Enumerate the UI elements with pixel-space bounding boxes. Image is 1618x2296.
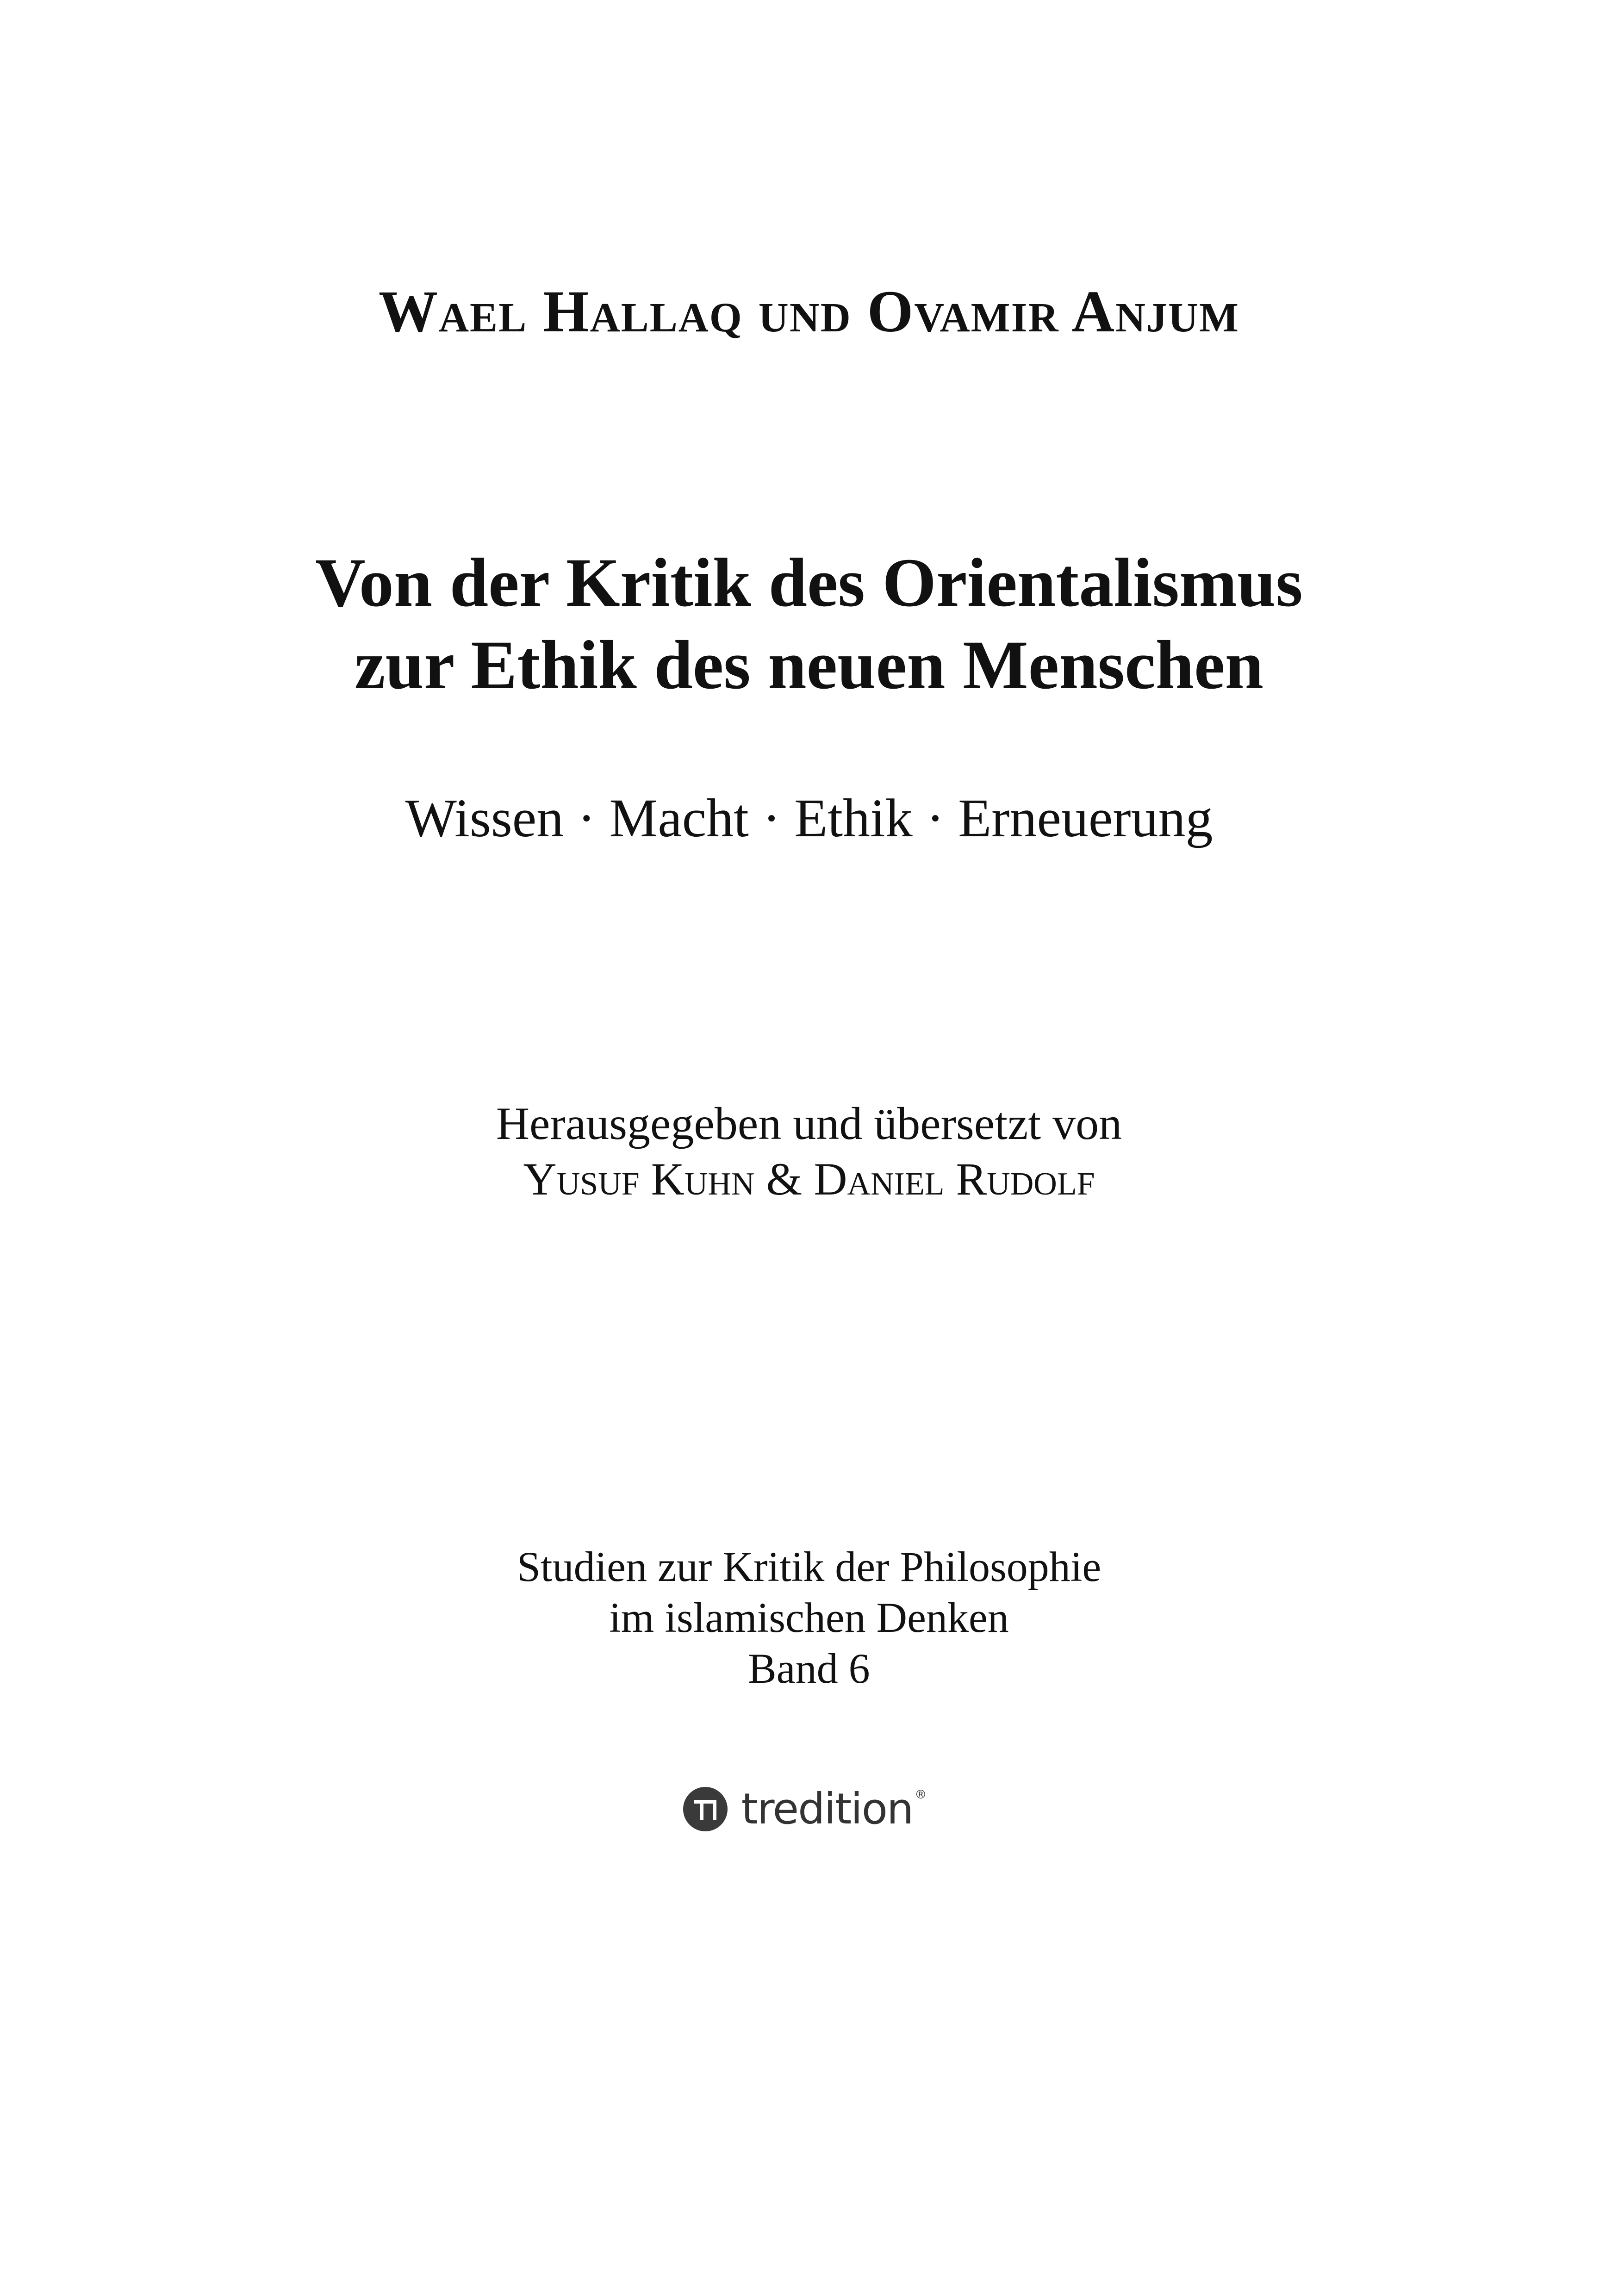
series-title-line-1: Studien zur Kritik der Philosophie bbox=[517, 1543, 1101, 1590]
publisher-name: tredition bbox=[741, 1784, 913, 1834]
subtitle: Wissen · Macht · Ethik · Erneuerung bbox=[405, 788, 1213, 848]
series-volume: Band 6 bbox=[748, 1645, 870, 1692]
editor-names: Yusuf Kuhn & Daniel Rudolf bbox=[523, 1153, 1095, 1205]
authors: Wael Hallaq und Ovamir Anjum bbox=[379, 279, 1239, 344]
book-title-line-1: Von der Kritik des Orientalismus bbox=[315, 544, 1303, 621]
series-title-line-2: im islamischen Denken bbox=[609, 1594, 1009, 1641]
tredition-logo-icon bbox=[682, 1786, 728, 1832]
editor-intro: Herausgegeben und übersetzt von bbox=[496, 1098, 1122, 1149]
book-title bbox=[0, 541, 1618, 706]
series-info bbox=[0, 1541, 1618, 1694]
book-title-line-2: zur Ethik des neuen Menschen bbox=[354, 627, 1264, 703]
registered-mark: ® bbox=[915, 1788, 927, 1802]
publisher-imprint bbox=[0, 1784, 1618, 1834]
publisher-logo bbox=[682, 1784, 927, 1834]
